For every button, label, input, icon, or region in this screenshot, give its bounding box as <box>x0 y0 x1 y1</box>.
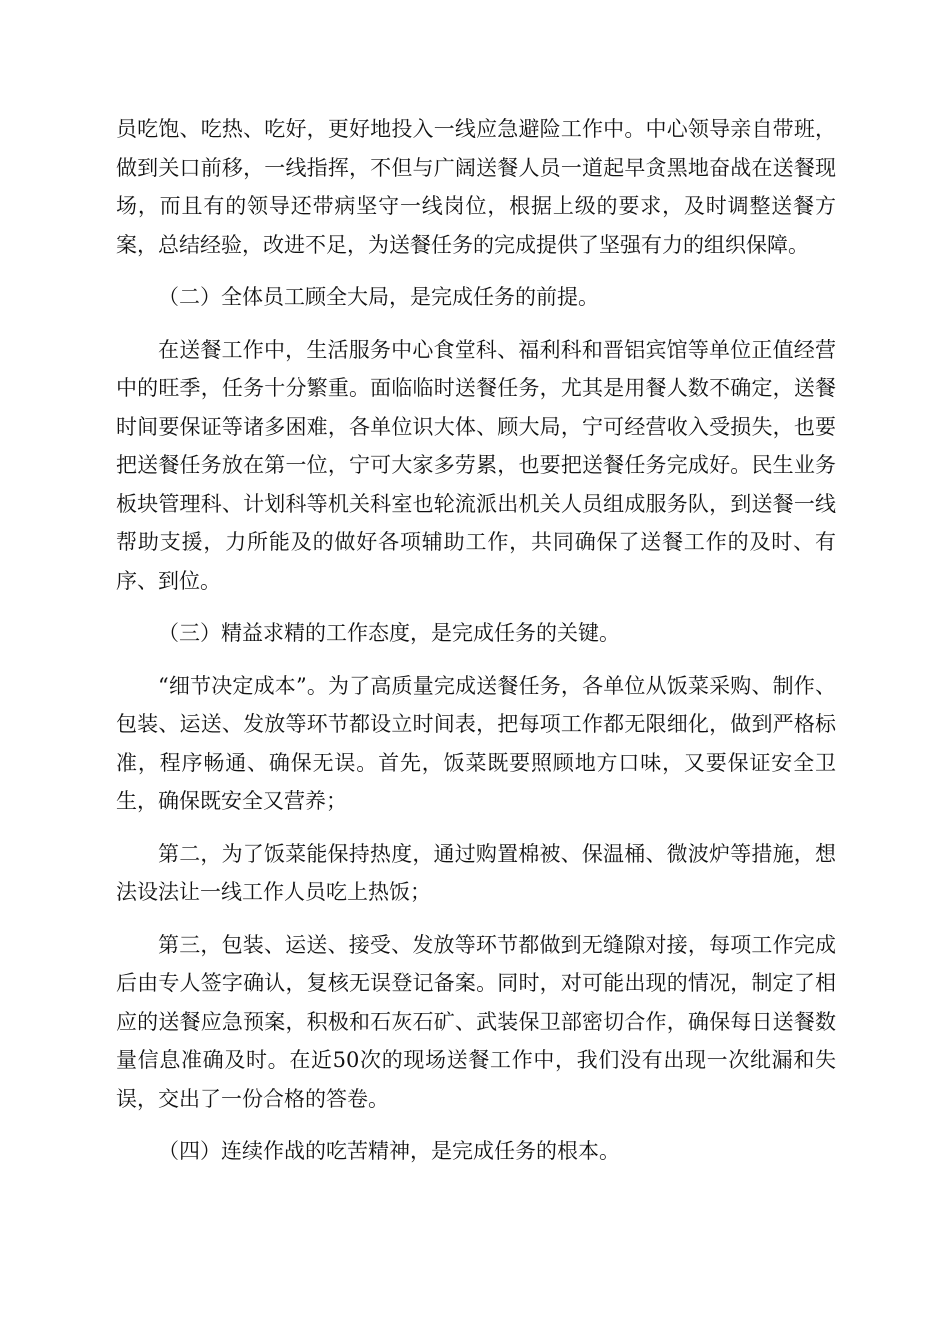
paragraph-details-cost: “细节决定成本”。为了高质量完成送餐任务，各单位从饭菜采购、制作、包装、运送、发放等环节都设立时间表，把每项工作都无限细化，做到严格标准，程序畅通、确保无误。首先，饭菜既要照顾地方口味，又要保证安全卫生，确保既安全又营养； <box>116 673 836 813</box>
document-body <box>116 110 836 1185</box>
paragraph-second-measure: 第二，为了饭菜能保持热度，通过购置棉被、保温桶、微波炉等措施，想法设法让一线工作人员吃上热饭； <box>116 841 836 904</box>
heading-work-attitude: （三）精益求精的工作态度，是完成任务的关键。 <box>158 621 620 645</box>
heading-overall-situation: （二）全体员工顾全大局，是完成任务的前提。 <box>158 285 599 309</box>
paragraph-third-measure: 第三，包装、运送、接受、发放等环节都做到无缝隙对接，每项工作完成后由专人签字确认，复核无误登记备案。同时，对可能出现的情况，制定了相应的送餐应急预案，积极和石灰石矿、武装保卫部密切合作，确保每日送餐数量信息准确及时。在近50次的现场送餐工作中，我们没有出现一次纰漏和失误，交出了一份合格的答卷。 <box>116 932 836 1111</box>
heading-hardworking-spirit: （四）连续作战的吃苦精神，是完成任务的根本。 <box>158 1139 620 1163</box>
paragraph-all-staff: 在送餐工作中，生活服务中心食堂科、福利科和晋铝宾馆等单位正值经营中的旺季，任务十分繁重。面临临时送餐任务，尤其是用餐人数不确定，送餐时间要保证等诸多困难，各单位识大体、顾大局，宁可经营收入受损失，也要把送餐任务放在第一位，宁可大家多劳累，也要把送餐任务完成好。民生业务板块管理科、计划科等机关科室也轮流派出机关人员组成服务队，到送餐一线帮助支援，力所能及的做好各项辅助工作，共同确保了送餐工作的及时、有序、到位。 <box>116 337 836 593</box>
paragraph-leadership-support: 员吃饱、吃热、吃好，更好地投入一线应急避险工作中。中心领导亲自带班，做到关口前移，一线指挥，不但与广阔送餐人员一道起早贪黑地奋战在送餐现场，而且有的领导还带病坚守一线岗位，根据上级的要求，及时调整送餐方案，总结经验，改进不足，为送餐任务的完成提供了坚强有力的组织保障。 <box>116 117 836 257</box>
